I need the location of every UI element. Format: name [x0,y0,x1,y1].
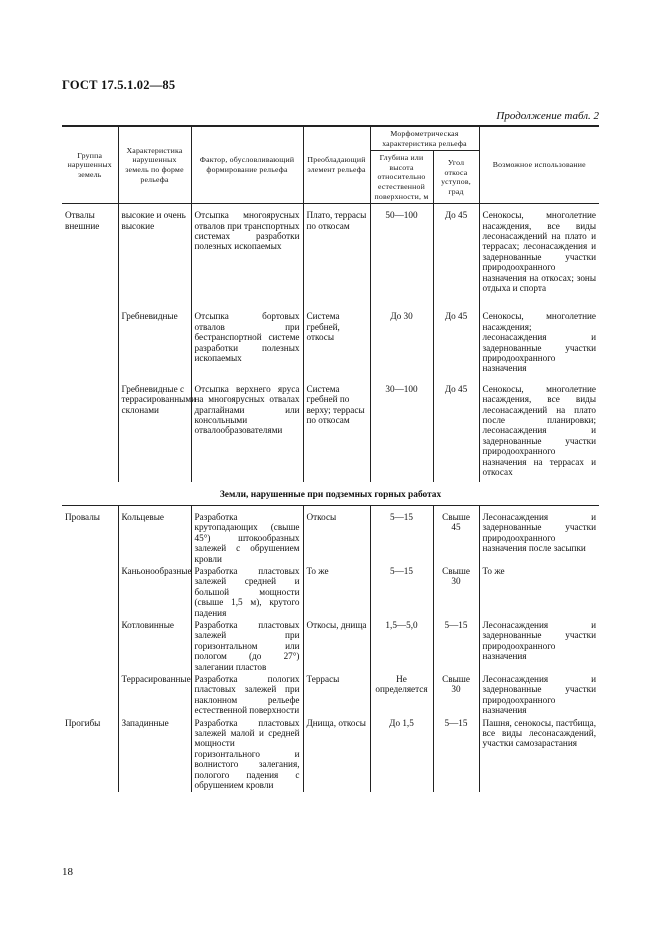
table-row [62,674,599,718]
cell-angle: До 45 [433,384,479,482]
cell-element: Система гребней, откосы [303,311,370,383]
cell-form: Каньонообразные [118,566,191,620]
page-number: 18 [62,866,73,878]
table-row [62,566,599,620]
cell-form: Гребневидные [118,311,191,383]
section-heading-row [62,482,599,506]
cell-element: Днища, откосы [303,718,370,793]
cell-angle: Свыше 45 [433,512,479,566]
cell-depth: 1,5—5,0 [370,620,433,674]
cell-use: Лесонасаждения и задернованные участки природоохранного назначения после засыпки [479,512,599,566]
header-morphometric: Морфометрическая характеристика рельефа [370,126,479,151]
cell-element: Система гребней по верху; террасы по откосам [303,384,370,482]
cell-depth: 5—15 [370,566,433,620]
cell-group [62,620,118,674]
cell-form: Террасированные [118,674,191,718]
header-group: Группа нарушенных земель [62,126,118,204]
cell-use: То же [479,566,599,620]
header-row [62,126,599,151]
cell-factor: Отсыпка бортовых отвалов при бестранспортной системе разработки полезных ископаемых [191,311,303,383]
cell-depth: 30—100 [370,384,433,482]
cell-angle: 5—15 [433,718,479,793]
cell-depth: 5—15 [370,512,433,566]
cell-element: Террасы [303,674,370,718]
table-row [62,210,599,311]
cell-group [62,384,118,482]
table-row [62,620,599,674]
cell-depth: До 30 [370,311,433,383]
standard-title: ГОСТ 17.5.1.02—85 [62,78,176,92]
cell-angle: До 45 [433,210,479,311]
header-depth: Глубина или высота относительно естественной поверхности, м [370,151,433,204]
section-title-underground: Земли, нарушенные при подземных горных работах [62,482,599,506]
table-row [62,384,599,482]
cell-group [62,674,118,718]
cell-factor: Отсыпка многоярусных отвалов при транспортных системах разработки полезных ископаемых [191,210,303,311]
cell-factor: Разработка пластовых залежей малой и средней мощности горизонтального и волнистого залегания, пологого падения с обрушением кровли [191,718,303,793]
relief-table [62,125,599,792]
header-factor: Фактор, обусловливающий формирование рельефа [191,126,303,204]
cell-form: Гребневидные с террасированными склонами [118,384,191,482]
cell-angle: Свыше 30 [433,566,479,620]
table-row [62,718,599,793]
cell-group: Отвалы внешние [62,210,118,311]
cell-element: Откосы [303,512,370,566]
header-element: Преобладающий элемент рельефа [303,126,370,204]
cell-use: Пашня, сенокосы, пастбища, все виды лесонасаждений, участки самозарастания [479,718,599,793]
cell-form: высокие и очень высокие [118,210,191,311]
cell-group [62,311,118,383]
cell-depth: 50—100 [370,210,433,311]
cell-angle: Свыше 30 [433,674,479,718]
cell-factor: Разработка пластовых залежей при горизонтальном или пологом (до 27°) залегании пластов [191,620,303,674]
table-row [62,311,599,383]
cell-use: Сенокосы, многолетние насаждения, все виды лесонасаждений на плато после планировки; лесонасаждения и задернованные участки природоохранного назначения на террасах и откосах [479,384,599,482]
cell-factor: Разработка пластовых залежей средней и большой мощности (свыше 1,5 м), крутого падения [191,566,303,620]
cell-element: Плато, террасы по откосам [303,210,370,311]
header-form: Характеристика нарушенных земель по форме рельефа [118,126,191,204]
cell-group [62,566,118,620]
cell-angle: 5—15 [433,620,479,674]
cell-use: Сенокосы, многолетние насаждения; лесонасаждения и задернованные участки природоохранного назначения [479,311,599,383]
cell-group: Провалы [62,512,118,566]
cell-use: Лесонасаждения и задернованные участки природоохранного назначения [479,674,599,718]
cell-angle: До 45 [433,311,479,383]
table-continuation-note: Продолжение табл. 2 [496,110,599,122]
header-angle: Угол откоса уступов, град [433,151,479,204]
cell-group: Прогибы [62,718,118,793]
cell-factor: Разработка крутопадающих (свыше 45°) штокообразных залежей с обрушением кровли [191,512,303,566]
table-row [62,512,599,566]
cell-depth: До 1,5 [370,718,433,793]
cell-use: Сенокосы, многолетние насаждения, все виды лесонасаждений на плато и террасах; лесонасаждения и задернованные участки природоохранного назначения на откосах; зоны отдыха и спорта [479,210,599,311]
cell-element: Откосы, днища [303,620,370,674]
cell-form: Котловинные [118,620,191,674]
header-use: Возможное использование [479,126,599,204]
cell-factor: Разработка пологих пластовых залежей при наклонном рельефе естественной поверхности [191,674,303,718]
cell-depth: Не определяется [370,674,433,718]
cell-element: То же [303,566,370,620]
cell-use: Лесонасаждения и задернованные участки природоохранного назначения [479,620,599,674]
cell-factor: Отсыпка верхнего яруса на многоярусных отвалах драглайнами или консольными отвалообразователями [191,384,303,482]
section-open-pit [62,210,599,481]
cell-form: Западинные [118,718,191,793]
cell-form: Кольцевые [118,512,191,566]
section-underground [62,512,599,793]
